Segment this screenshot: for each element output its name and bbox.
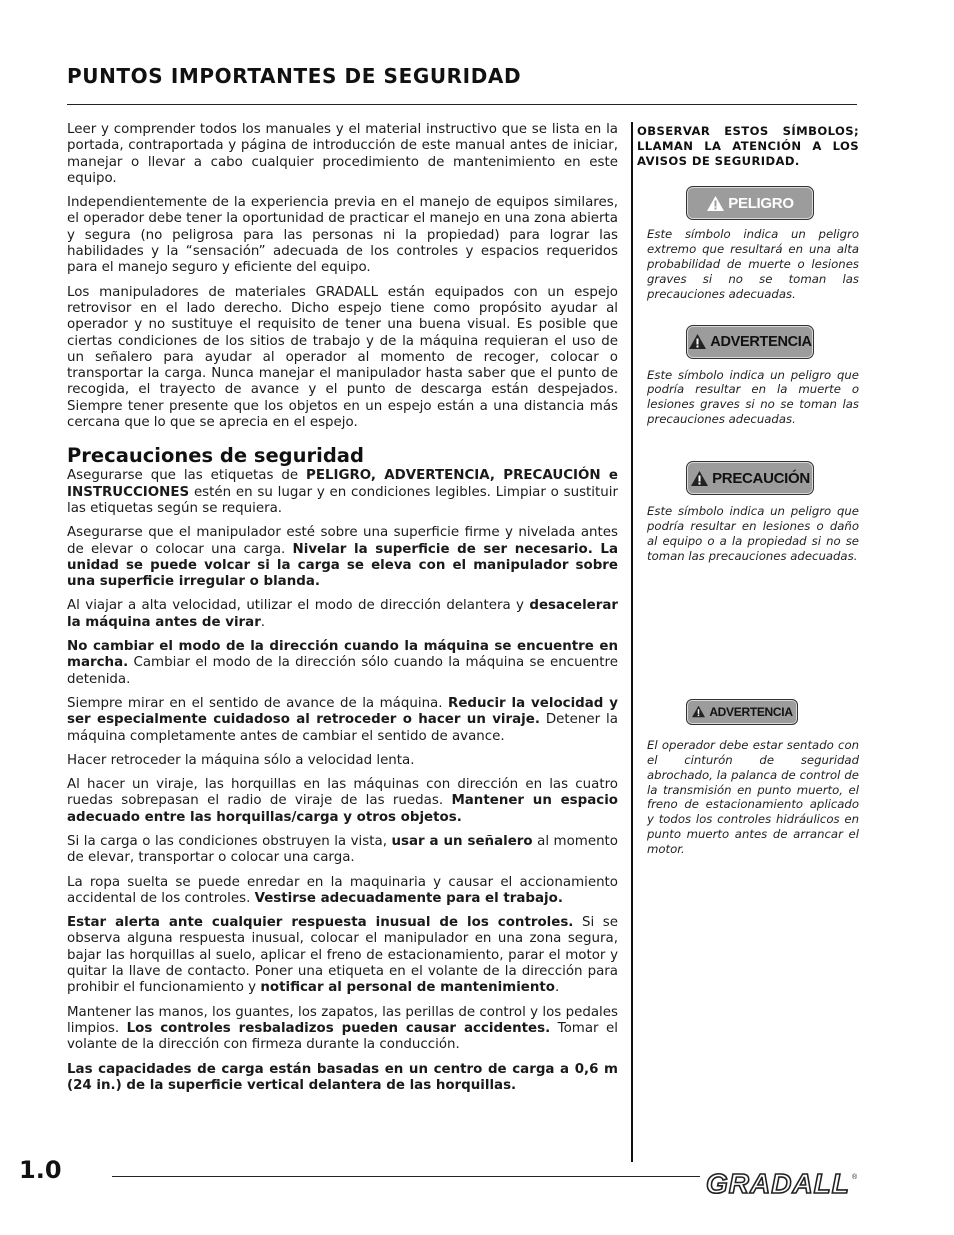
precaution-surface [67,525,618,590]
text-span: . [555,980,560,996]
precaution-visibility [67,834,618,867]
page-number: 1.0 [19,1156,62,1184]
warning-sign [686,325,814,359]
page-title: PUNTOS IMPORTANTES DE SEGURIDAD [67,64,522,88]
intro-paragraph-1: Leer y comprender todos los manuales y el material instructivo que se lista en la portada, contraportada y página de introducción de este manual antes de iniciar, manejar o llevar a cabo cualquier procedimiento de mantenimiento en este equipo. [67,122,618,186]
bold-span: No cambiar el modo de la dirección cuando la máquina se encuentre en marcha. [67,639,618,671]
text-span: Detener la máquina completamente antes de cambiar el sentido de avance. [67,712,618,744]
bold-span: usar a un señalero [391,833,533,849]
precaution-labels [67,468,618,517]
text-span: La ropa suelta se puede enredar en la maquinaria y causar el accionamiento accidental de los controles. [67,874,618,906]
sign-label: PRECAUCIÓN [712,469,810,487]
warning-triangle-icon [690,470,709,487]
sign-label: PELIGRO [728,194,794,212]
precaution-turning [67,777,618,826]
intro-paragraph-3: Los manipuladores de materiales GRADALL están equipados con un espejo retrovisor en el lado derecho. Dicho espejo tiene como propósito ayudar al operador y no sustituye el requisito de tener una buena visual. Es posible que ciertas condiciones de los sitios de trabajo y de la máquina requieran el uso de un señalero para ayudar al operador al momento de recoger, colocar o transportar la carga. Nunca manejar el manipulador hasta saber que el punto de recogida, el trayecto de avance y el punto de descarga están despejados. Siempre tener presente que los objetos en un espejo están a una distancia más cercana que lo que se aprecia en el espejo. [67,284,618,431]
bold-span: Los controles resbaladizos pueden causar accidentes. [126,1020,551,1036]
operator-warning-description: El operador debe estar sentado con el cinturón de seguridad abrochado, la palanca de control de la transmisión en punto muerto, el freno de estacionamiento aplicado y todos los controles hidráulicos en punto muerto antes de arrancar el motor. [647,737,859,857]
text-span: Al viajar a alta velocidad, utilizar el modo de dirección delantera y [67,598,530,614]
section-heading: Precauciones de seguridad [67,444,364,468]
precaution-steering-mode [67,639,618,688]
bold-span: Estar alerta ante cualquier respuesta inusual de los controles. [67,915,574,931]
text-span: Tomar el volante de la dirección con firmeza durante la conducción. [67,1020,618,1053]
danger-sign [686,186,814,220]
precaution-cleanliness [67,1005,618,1054]
text-span: Al hacer un viraje, las horquillas en las máquinas con dirección en las cuatro ruedas sobrepasan el radio de viraje de las ruedas. [67,777,618,809]
text-span: al momento de elevar, transportar o colocar una carga. [67,833,618,866]
text-span: Cambiar el modo de la dirección sólo cuando la máquina se encuentre detenida. [67,655,618,687]
text-span: Si la carga o las condiciones obstruyen la vista, [67,833,392,849]
precaution-speed [67,598,618,631]
warning-description: Este símbolo indica un peligro que podría resultar en la muerte o lesiones graves si no se toman las precauciones adecuadas. [647,367,859,427]
precaution-direction [67,696,618,745]
danger-description: Este símbolo indica un peligro extremo que resultará en una alta probabilidad de muerte o lesiones graves si no se toman las precauciones adecuadas. [647,227,859,301]
sign-label: ADVERTENCIA [710,333,812,350]
caution-sign [686,461,814,495]
sidebar-intro: OBSERVAR ESTOS SÍMBOLOS; LLAMAN LA ATENCIÓN A LOS AVISOS DE SEGURIDAD. [637,124,859,168]
column-divider [631,122,633,1162]
sidebar [637,124,859,857]
bold-span: PELIGRO, ADVERTENCIA, PRECAUCIÓN e INSTRUCCIONES [67,468,618,500]
operator-warning-sign [686,699,798,725]
bold-span: Las capacidades de carga están basadas en un centro de carga a 0,6 m (24 in.) de la superficie vertical delantera de las horquillas. [67,1061,618,1093]
title-rule [67,104,857,105]
warning-triangle-icon [706,195,725,212]
main-column [67,122,618,1102]
text-span: Si se observa alguna respuesta inusual, colocar el manipulador en una zona segura, bajar las horquillas al suelo, aplicar el freno de estacionamiento, parar el motor y quitar la llave de contacto. Poner una etiqueta en el volante de la dirección para prohibir el funcionamiento y [67,915,618,996]
sign-label: ADVERTENCIA [709,704,793,719]
precaution-load-capacity [67,1062,618,1095]
text-span: Siempre mirar en el sentido de avance de la máquina. [67,695,449,711]
gradall-logo [704,1166,860,1200]
bold-span: notificar al personal de mantenimiento [260,980,555,996]
bold-span: Vestirse adecuadamente para el trabajo. [254,890,563,906]
bold-span: desacelerar la máquina antes de virar [67,598,618,630]
logo-wordmark: GRADALL [706,1168,850,1199]
bold-span: Mantener un espacio adecuado entre las horquillas/carga y otros objetos. [67,793,618,825]
caution-description: Este símbolo indica un peligro que podría resultar en lesiones o daño al equipo o a la propiedad si no se toman las precauciones adecuadas. [647,504,859,563]
precaution-controls [67,915,618,996]
registered-mark: ® [852,1174,858,1181]
bold-span: Nivelar la superficie de ser necesario. La unidad se puede volcar si la carga se eleva con el manipulador sobre una superficie irregular o blanda. [67,541,618,590]
warning-triangle-icon [691,705,706,718]
bold-span: Reducir la velocidad y ser especialmente cuidadoso al retroceder o hacer un viraje. [67,695,618,728]
text-span: estén en su lugar y en condiciones legibles. Limpiar o sustituir las etiquetas según se requiera. [67,484,618,516]
text-span: . [260,614,266,630]
intro-paragraph-2: Independientemente de la experiencia previa en el manejo de equipos similares, el operador debe tener la oportunidad de practicar el manejo en una zona abierta y segura (no peligrosa para las personas ni la propiedad) para lograr las habilidades y la “sensación” adecuada de los controles y espacios requeridos para el manejo seguro y eficiente del equipo. [67,195,618,276]
precaution-clothing [67,875,618,908]
precaution-reverse: Hacer retroceder la máquina sólo a velocidad lenta. [67,752,415,768]
warning-triangle-icon [688,333,707,350]
text-span: Asegurarse que las etiquetas de [67,468,307,484]
footer-rule [112,1176,700,1177]
text-span: Asegurarse que el manipulador esté sobre una superficie firme y nivelada antes de elevar o colocar una carga. [67,525,618,557]
text-span: Mantener las manos, los guantes, los zapatos, las perillas de control y los pedales limpios. [67,1004,618,1036]
